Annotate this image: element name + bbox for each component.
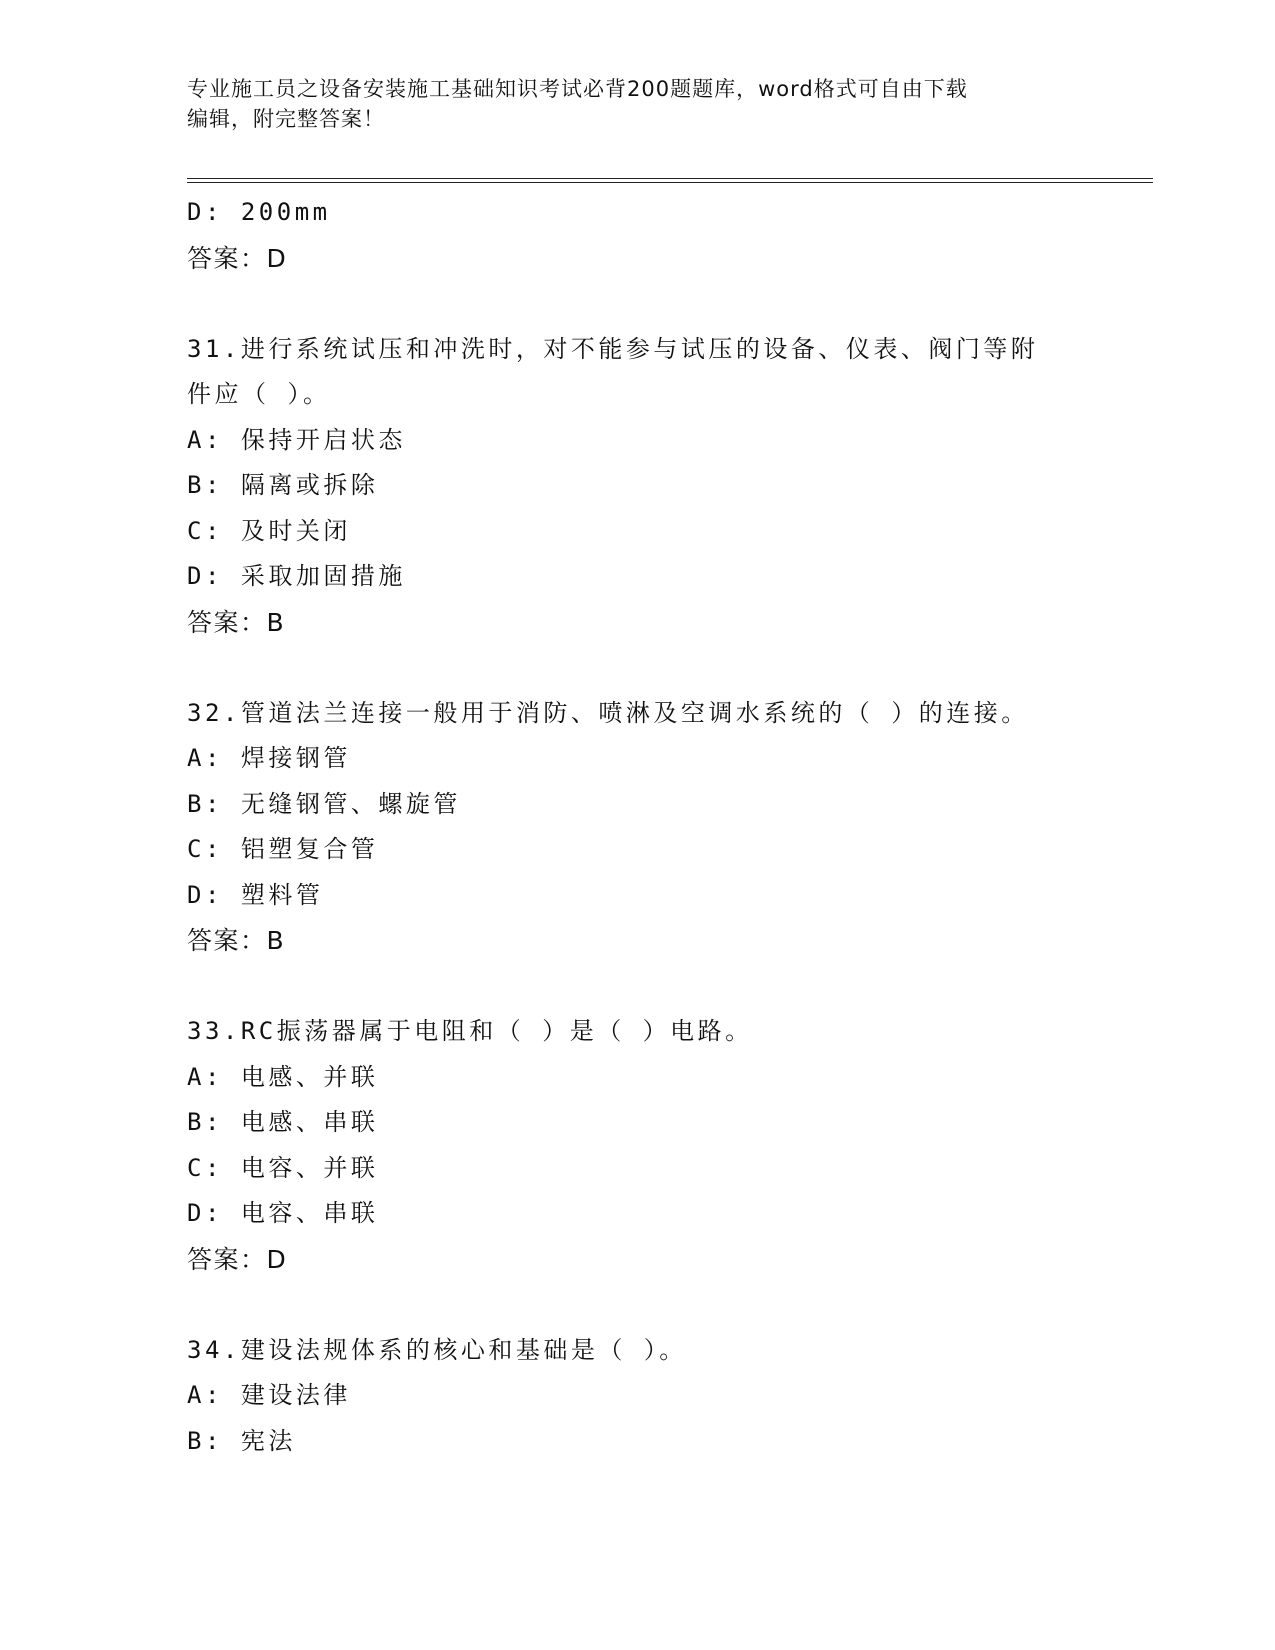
option-b: B: 无缝钢管、螺旋管 [187,789,461,818]
question-31 [187,327,1153,646]
question-text: 32.管道法兰连接一般用于消防、喷淋及空调水系统的（ ）的连接。 [187,698,1029,727]
spacer [187,964,1153,1010]
question-32 [187,691,1153,964]
header-rule-bottom [187,182,1153,183]
option-d: D: 电容、串联 [187,1199,379,1227]
option-b: B: 隔离或拆除 [187,471,379,499]
spacer [187,645,1153,691]
option-b: B: 宪法 [187,1426,296,1455]
option-a: A: 焊接钢管 [187,744,351,772]
answer: 答案：B [187,926,286,955]
question-text: 34.建设法规体系的核心和基础是（ ）。 [187,1335,687,1364]
option-d: D: 200mm [187,198,331,226]
spacer [187,1282,1153,1328]
question-34 [187,1328,1153,1465]
option-d: D: 塑料管 [187,880,324,909]
question-text: 31.进行系统试压和冲洗时，对不能参与试压的设备、仪表、阀门等附 [187,334,1039,363]
question-text: 33.RC振荡器属于电阻和（ ）是（ ）电路。 [187,1017,753,1045]
option-c: C: 铝塑复合管 [187,835,379,863]
spacer [187,281,1153,327]
question-text-continued: 件应（ ）。 [187,380,331,408]
header-rule-top [187,178,1153,179]
option-c: C: 及时关闭 [187,516,351,545]
question-list [187,190,1153,1464]
answer: 答案：D [187,243,288,273]
document-header [187,74,1087,134]
option-a: A: 保持开启状态 [187,425,406,454]
answer: 答案：B [187,607,286,637]
option-d: D: 采取加固措施 [187,562,406,590]
option-a: A: 建设法律 [187,1381,351,1409]
header-title-line2: 编辑，附完整答案！ [187,107,385,131]
option-c: C: 电容、并联 [187,1153,379,1182]
question-33 [187,1009,1153,1282]
option-b: B: 电感、串联 [187,1108,379,1136]
option-a: A: 电感、并联 [187,1062,379,1091]
header-title-line1: 专业施工员之设备安装施工基础知识考试必背200题题库，word格式可自由下载 [187,77,968,101]
answer: 答案：D [187,1244,288,1274]
